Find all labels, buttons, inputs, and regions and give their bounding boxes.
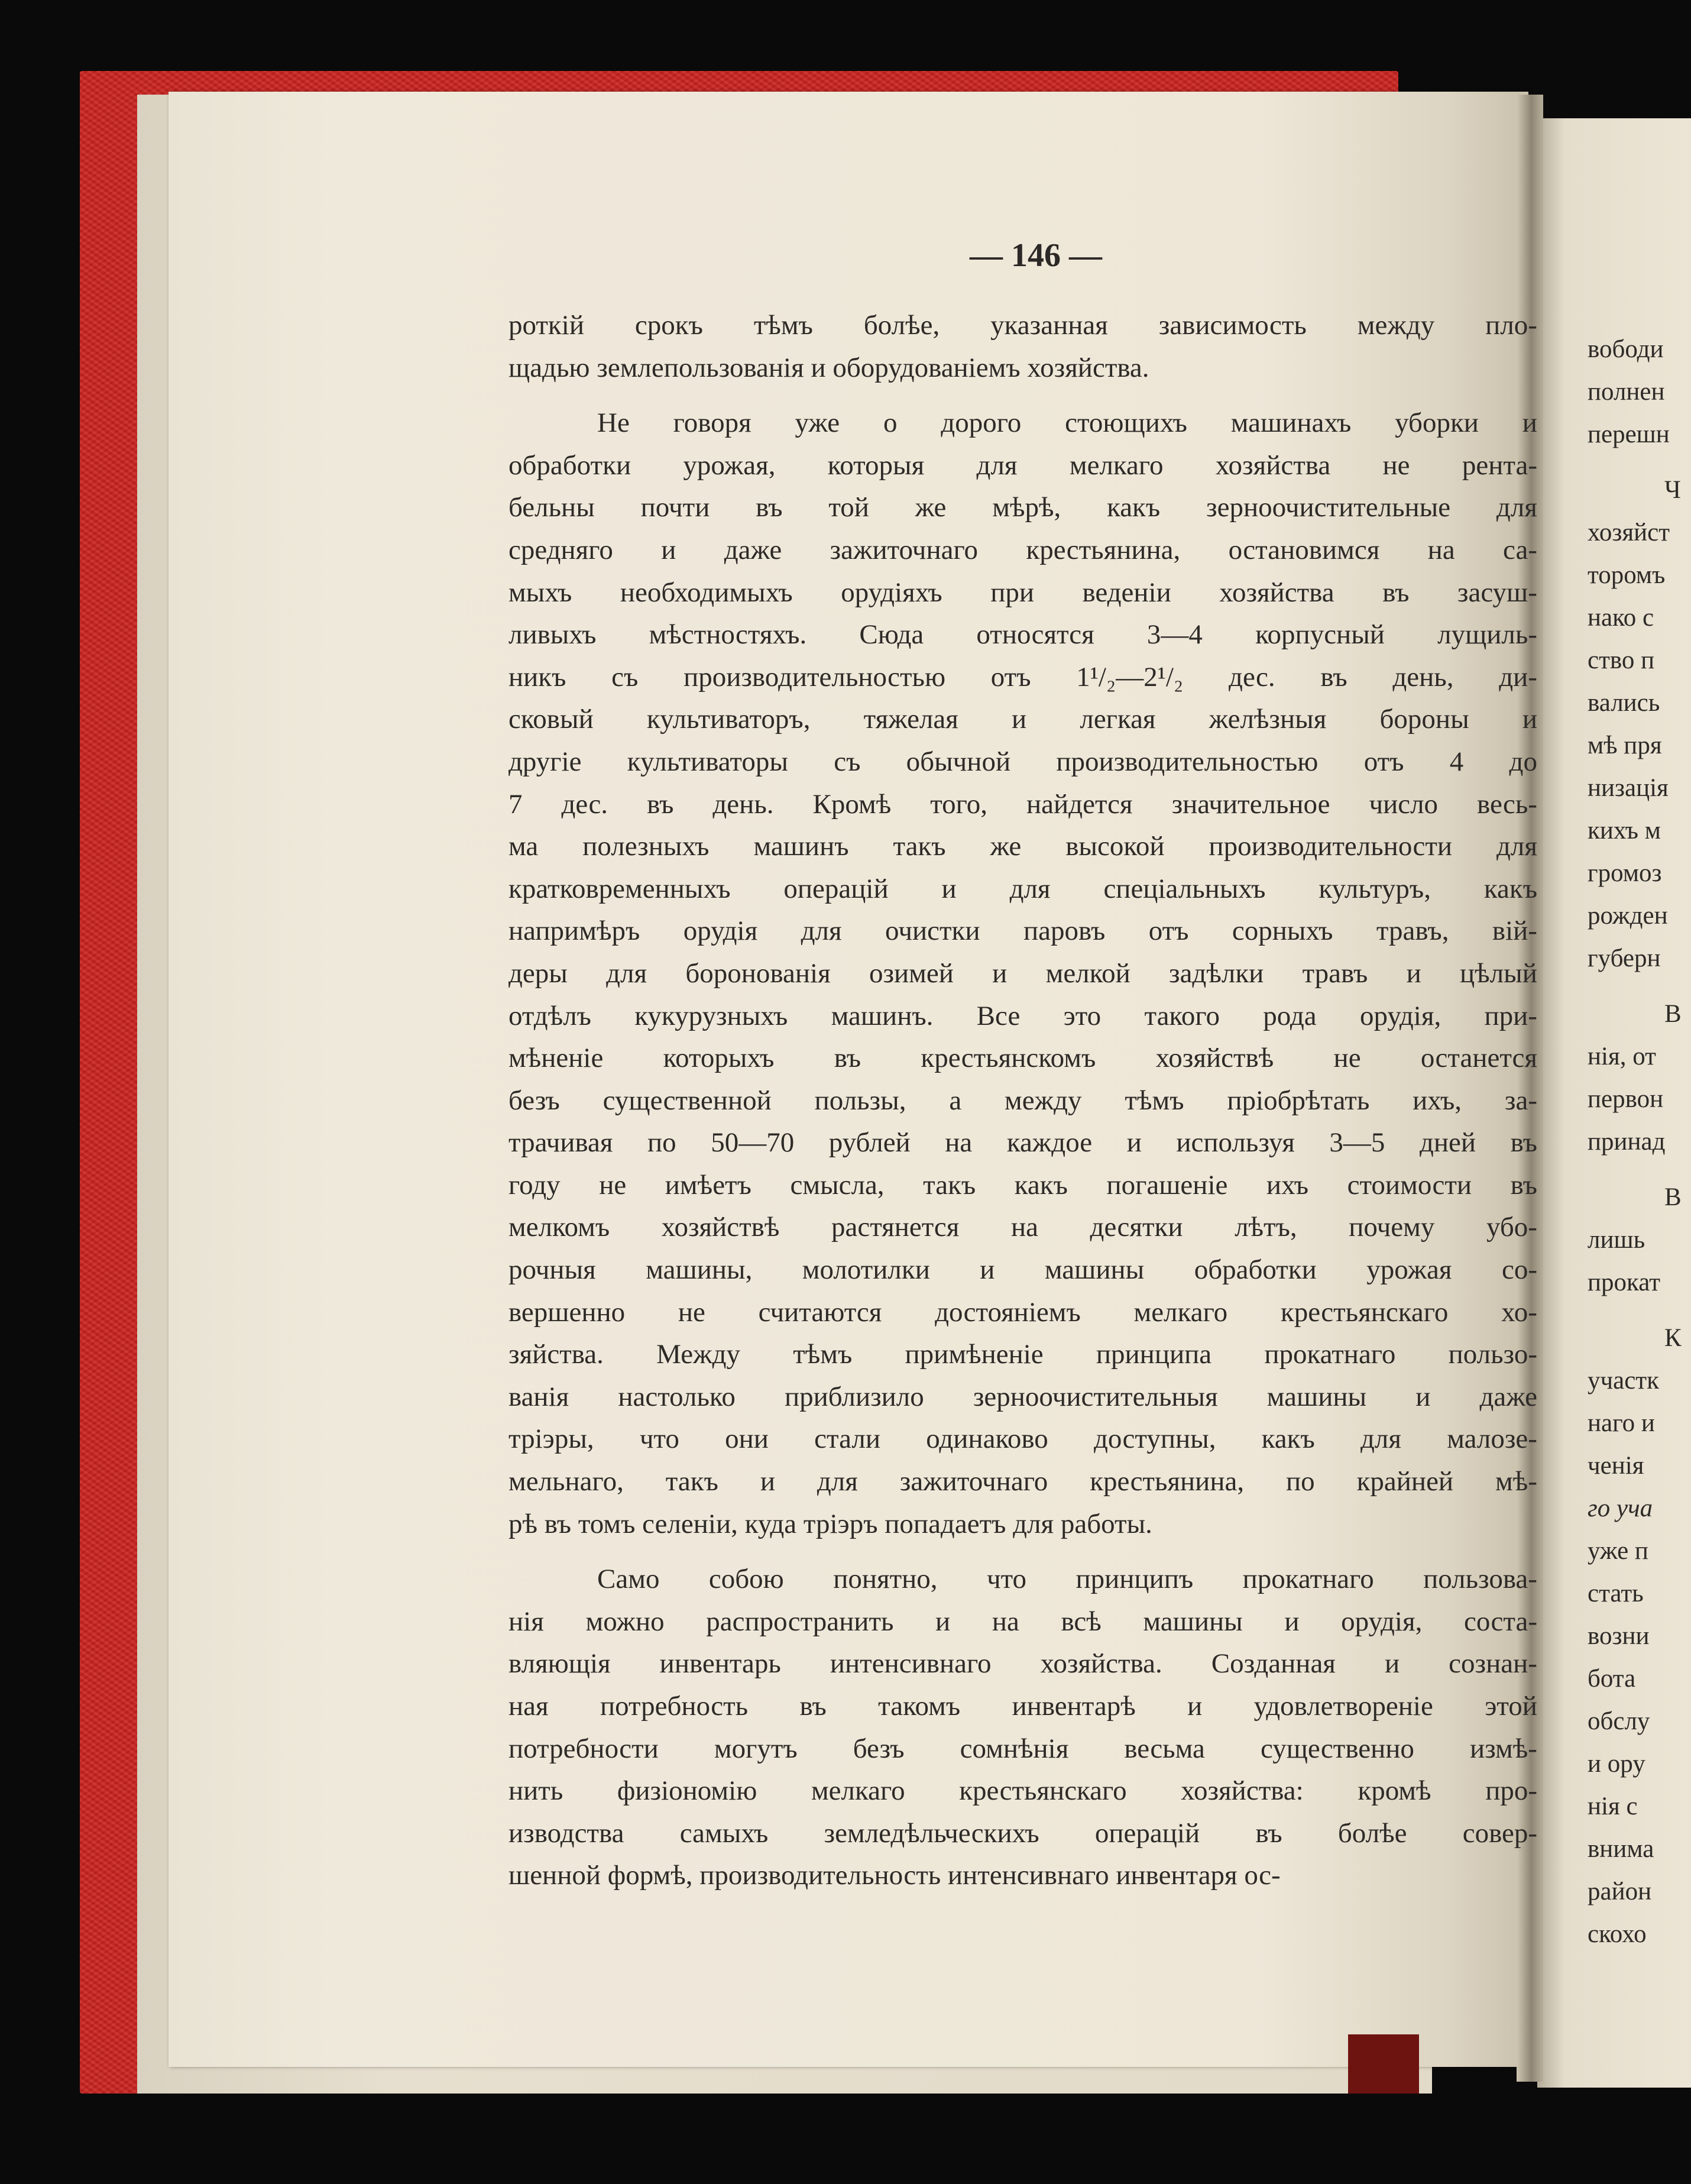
facing-text-line: и ору: [1588, 1750, 1645, 1778]
text-line: роткій срокъ тѣмъ болѣе, указанная зависимость между пло-: [508, 310, 1537, 341]
text-line: обработки урожая, которыя для мелкаго хозяйства не рента-: [508, 449, 1537, 481]
cover-corner: [1348, 2034, 1419, 2094]
text-line: изводства самыхъ земледѣльческихъ операцій въ болѣе совер-: [508, 1817, 1537, 1849]
facing-text-line: стать: [1588, 1580, 1644, 1607]
facing-text-line: наго и: [1588, 1409, 1655, 1437]
facing-text-line: го уча: [1588, 1494, 1653, 1522]
facing-text-line: внима: [1588, 1835, 1654, 1863]
paragraph-gap: [1588, 1163, 1688, 1176]
facing-text-line: район: [1588, 1878, 1652, 1905]
facing-text-line: В: [1664, 1183, 1682, 1211]
facing-text-line: нія, от: [1588, 1043, 1656, 1070]
paragraph-gap: [1588, 1304, 1688, 1317]
facing-text-line: нія с: [1588, 1793, 1638, 1820]
text-line: трачивая по 50—70 рублей на каждое и используя 3—5 дней въ: [508, 1127, 1537, 1159]
facing-text-line: кихъ м: [1588, 817, 1661, 845]
text-line: тріэры, что они стали одинаково доступны, какъ для малозе-: [508, 1423, 1537, 1455]
paragraph-gap: [1588, 456, 1688, 469]
facing-text-line: полнен: [1588, 378, 1665, 406]
facing-text-line: губерн: [1588, 944, 1661, 972]
text-line: кратковременныхъ операцій и для спеціальныхъ культуръ, какъ: [508, 873, 1537, 904]
facing-text-line: низація: [1588, 774, 1669, 802]
text-line: рочныя машины, молотилки и машины обработки урожая со-: [508, 1254, 1537, 1286]
text-line: вляющія инвентарь интенсивнаго хозяйства. Созданная и сознан-: [508, 1648, 1537, 1680]
facing-text-line: ченія: [1588, 1452, 1644, 1480]
facing-text-line: участк: [1588, 1367, 1659, 1394]
text-line: мелкомъ хозяйствѣ растянется на десятки лѣтъ, почему убо-: [508, 1212, 1537, 1243]
paragraph-gap: [1588, 980, 1688, 993]
facing-text-line: громоз: [1588, 859, 1662, 887]
text-line: другіе культиваторы съ обычной производительностью отъ 4 до: [508, 746, 1537, 777]
text-line: ливыхъ мѣстностяхъ. Сюда относятся 3—4 корпусный лущиль-: [508, 619, 1537, 651]
facing-text-line: возни: [1588, 1622, 1650, 1650]
text-line: потребности могутъ безъ сомнѣнія весьма существенно измѣ-: [508, 1733, 1537, 1764]
facing-text-line: уже п: [1588, 1537, 1648, 1565]
text-line: Не говоря уже о дорого стоющихъ машинахъ уборки и: [597, 407, 1537, 439]
text-line: ная потребность въ такомъ инвентарѣ и удовлетвореніе этой: [508, 1691, 1537, 1722]
facing-text-line: лишь: [1588, 1226, 1645, 1254]
body-text: [508, 305, 1537, 1925]
facing-text-line: мѣ пря: [1588, 732, 1662, 759]
facing-text-line: вались: [1588, 689, 1660, 717]
facing-text-line: перешн: [1588, 420, 1670, 448]
text-line: нія можно распространить и на всѣ машины и орудія, соста-: [508, 1606, 1537, 1637]
text-line: рѣ въ томъ селеніи, куда тріэръ попадаетъ для работы.: [508, 1508, 1152, 1539]
page-number: — 146 —: [970, 237, 1102, 274]
facing-text-line: скохо: [1588, 1920, 1647, 1948]
facing-text-line: ство п: [1588, 646, 1655, 674]
text-line: 7 дес. въ день. Кромѣ того, найдется значительное число весь-: [508, 788, 1537, 820]
text-line: мельнаго, такъ и для зажиточнаго крестьянина, по крайней мѣ-: [508, 1466, 1537, 1497]
text-line: году не имѣетъ смысла, такъ какъ погашеніе ихъ стоимости въ: [508, 1169, 1537, 1201]
text-line: ма полезныхъ машинъ такъ же высокой производительности для: [508, 831, 1537, 862]
facing-page-text: [1588, 328, 1688, 1948]
text-line: бельны почти въ той же мѣрѣ, какъ зерноочистительные для: [508, 492, 1537, 523]
facing-text-line: прокат: [1588, 1269, 1661, 1296]
text-line: деры для боронованія озимей и мелкой задѣлки травъ и цѣлый: [508, 957, 1537, 989]
facing-text-line: обслу: [1588, 1707, 1650, 1735]
text-line: зяйства. Между тѣмъ примѣненіе принципа прокатнаго пользо-: [508, 1339, 1537, 1370]
text-line: отдѣлъ кукурузныхъ машинъ. Все это такого рода орудія, при-: [508, 1000, 1537, 1031]
facing-text-line: рожден: [1588, 902, 1668, 930]
facing-text-line: бота: [1588, 1665, 1636, 1693]
text-line: мѣненіе которыхъ въ крестьянскомъ хозяйствѣ не останется: [508, 1043, 1537, 1074]
facing-text-line: В: [1664, 1000, 1682, 1028]
facing-text-line: принад: [1588, 1128, 1666, 1156]
facing-text-line: К: [1664, 1324, 1682, 1352]
text-line: никъ съ производительностью отъ 1¹/₂—2¹/₂ дес. въ день, ди-: [508, 661, 1537, 693]
text-line: вершенно не считаются достояніемъ мелкаго крестьянскаго хо-: [508, 1296, 1537, 1328]
text-line: нить физіономію мелкаго крестьянскаго хозяйства: кромѣ про-: [508, 1775, 1537, 1807]
text-line: мыхъ необходимыхъ орудіяхъ при веденіи хозяйства въ засуш-: [508, 577, 1537, 608]
text-line: шенной формѣ, производительность интенсивнаго инвентаря ос-: [508, 1860, 1281, 1891]
text-line: средняго и даже зажиточнаго крестьянина, остановимся на са-: [508, 534, 1537, 565]
paragraph-gap: [508, 1545, 1537, 1558]
text-line: напримѣръ орудія для очистки паровъ отъ сорныхъ травъ, вій-: [508, 915, 1537, 947]
facing-text-line: хозяйст: [1588, 519, 1670, 546]
text-line: щадью землепользованія и оборудованіемъ хозяйства.: [508, 352, 1149, 383]
facing-text-line: нако с: [1588, 604, 1654, 632]
text-line: безъ существенной пользы, а между тѣмъ пріобрѣтать ихъ, за-: [508, 1085, 1537, 1116]
paragraph-gap: [508, 389, 1537, 402]
text-line: Само собою понятно, что принципъ прокатнаго пользова-: [597, 1564, 1537, 1595]
facing-text-line: Ч: [1664, 476, 1681, 504]
facing-text-line: торомъ: [1588, 561, 1666, 589]
facing-text-line: первон: [1588, 1085, 1664, 1113]
facing-text-line: вободи: [1588, 335, 1664, 363]
text-line: сковый культиваторъ, тяжелая и легкая желѣзныя бороны и: [508, 704, 1537, 735]
text-line: ванія настолько приблизило зерноочистительныя машины и даже: [508, 1381, 1537, 1412]
